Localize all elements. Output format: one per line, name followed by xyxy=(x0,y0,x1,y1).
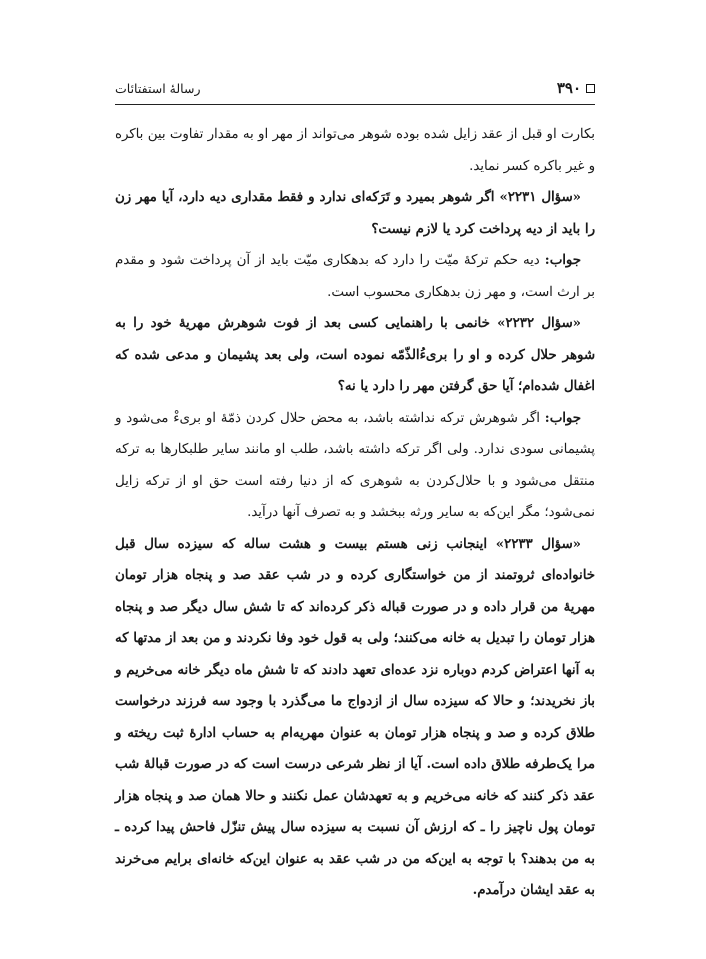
page-body xyxy=(115,119,595,907)
answer-text: دیه حکم ترکۀ میّت را دارد که بدهکاری میّت باید از آن پرداخت شود و مقدم بر ارث است، و مهر زن بدهکاری محسوب است. xyxy=(115,253,595,300)
question-2232: «سؤال ۲۲۳۲» خانمی با راهنمایی کسی بعد از فوت شوهرش مهریۀ خود را به شوهر حلال کرده و او را بریءُالذّمّه نموده است، ولی بعد پشیمان و مدعی شده که اغفال شده‌ام؛ آیا حق گرفتن مهر را دارد یا نه؟ xyxy=(115,316,595,394)
answer-label: جواب: xyxy=(544,410,581,426)
square-bullet-icon xyxy=(586,84,595,93)
answer-label: جواب: xyxy=(544,253,581,268)
header-divider xyxy=(115,104,595,105)
answer-text: اگر شوهرش ترکه نداشته باشد، به محض حلال کردن ذمّۀ او بریءْ می‌شود و پشیمانی سودی ندارد. ولی اگر ترکه داشته باشد، طلب او مانند سایر طلبکارها به ترکه منتقل می‌شود و با حلال‌کردن به شوهری که از دنیا رفته است حق او از ترکه زایل نمی‌شود؛ مگر این‌که به سایر ورثه ببخشد و به تصرف آنها درآید. xyxy=(115,410,595,520)
running-title: رسالۀ استفتائات xyxy=(115,80,201,96)
question-2233: «سؤال ۲۲۳۳» اینجانب زنی هستم بیست و هشت ساله که سیزده سال قبل خانواده‌ای ثروتمند از من خواستگاری کرده و در شب عقد صد و پنجاه هزار تومان مهریۀ من قرار داده و در صورت قباله ذکر کرده‌اند که تا شش سال دیگر صد و پنجاه هزار تومان را تبدیل به خانه می‌کنند؛ ولی به قول خود وفا نکردند و من بعد از مدتها که به آنها اعتراض کردم دوباره نزد عده‌ای تعهد دادند که تا شش ماه دیگر خانه می‌خریم و باز نخریدند؛ و حالا که سیزده سال از ازدواج ما می‌گذرد با وجود سه فرزند درخواست طلاق کرده و صد و پنجاه هزار تومان به عنوان مهریه‌ام به حساب ادارۀ ثبت ریخته و مرا یک‌طرفه طلاق داده است. آیا از نظر شرعی درست است که در صورت قبالۀ شب عقد ذکر کنند که خانه می‌خریم و به تعهدشان عمل نکنند و حالا همان صد و پنجاه هزار تومان پول ناچیز را ـ که ارزش آن نسبت به سیزده سال پیش تنزّل فاحش پیدا کرده ـ به من بدهند؟ با توجه به این‌که من در شب عقد به عنوان این‌که خانه‌ای برایم می‌خرند به عقد ایشان درآمدم. xyxy=(115,536,595,898)
answer-2231 xyxy=(115,245,595,308)
question-2231: «سؤال ۲۲۳۱» اگر شوهر بمیرد و تَرَکه‌ای ندارد و فقط مقداری دیه دارد، آیا مهر زن را باید از دیه پرداخت کرد یا لازم نیست؟ xyxy=(115,190,595,237)
page-number: ۳۹۰ xyxy=(556,79,581,97)
page-header xyxy=(115,76,595,100)
paragraph-continuation: بکارت او قبل از عقد زایل شده بوده شوهر می‌تواند از مهر او به مقدار تفاوت بین باکره و غیر باکره کسر نماید. xyxy=(115,127,595,174)
answer-2232 xyxy=(115,403,595,529)
page-number-block xyxy=(557,79,595,97)
